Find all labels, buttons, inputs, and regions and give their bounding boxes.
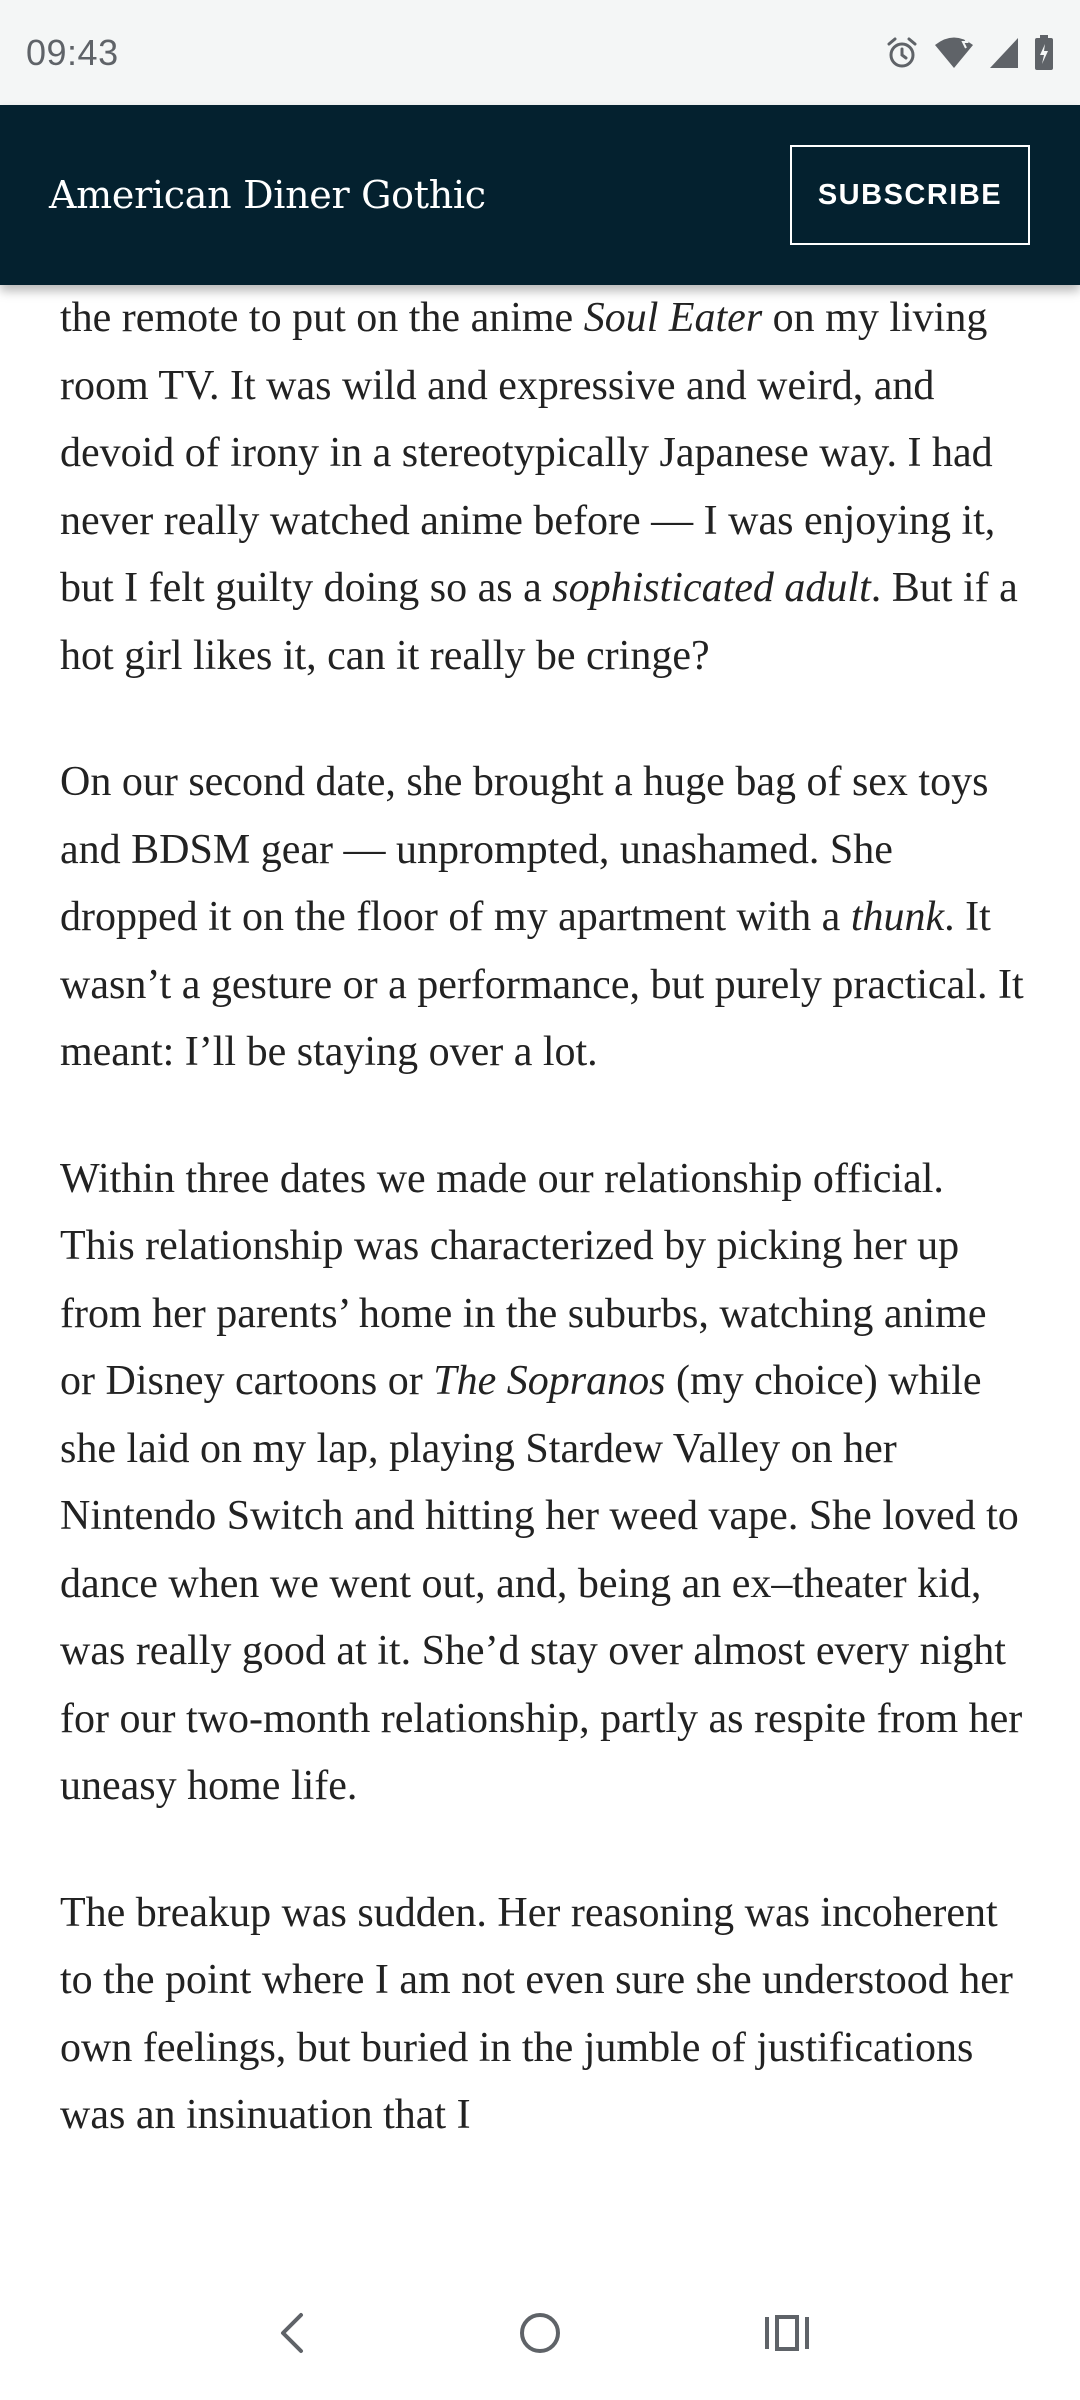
italic-title: Soul Eater [583, 295, 763, 341]
paragraph-text: The breakup was sudden. Her reasoning was incoherent to the point where I am not even sure she understood her own feelings, but buried in the jumble of justifications was an insinuation that I [60, 1889, 1013, 2138]
signal-icon [988, 36, 1020, 70]
recents-button[interactable] [742, 2290, 832, 2380]
article-paragraph [60, 1880, 1024, 2150]
article-paragraph [60, 285, 1024, 690]
site-title[interactable]: American Diner Gothic [49, 173, 486, 217]
paragraph-text: . It wasn’t a gesture or a performance, but purely practical. It meant: I’ll be staying over a lot. [60, 894, 1024, 1075]
paragraph-text: On our second date, she brought a huge bag of sex toys and BDSM gear — unprompted, unashamed. She dropped it on the floor of my apartment with a [60, 759, 989, 940]
alarm-icon [884, 35, 920, 71]
paragraph-text: (my choice) while she laid on my lap, playing Stardew Valley on her Nintendo Switch and hitting her weed vape. She loved to dance when we went out, and, being an ex–theater kid, was really good at it. She’d stay over almost every night for our two-month relationship, partly as respite from her uneasy home life. [60, 1358, 1023, 1809]
navigation-bar [0, 2270, 1080, 2400]
italic-phrase: sophisticated adult [552, 565, 871, 611]
back-icon [273, 2309, 313, 2362]
status-bar [0, 0, 1080, 105]
wifi-icon [934, 36, 974, 70]
article-paragraph [60, 749, 1024, 1087]
app-header [0, 105, 1080, 285]
status-icons [884, 35, 1054, 71]
article-paragraph [60, 1146, 1024, 1821]
paragraph-text: . But if a hot girl likes it, can it really be cringe? [60, 565, 1018, 679]
italic-title: The Sopranos [433, 1358, 666, 1404]
back-button[interactable] [248, 2290, 338, 2380]
paragraph-text: Within three dates we made our relationship official. This relationship was characterized by picking her up from her parents’ home in the suburbs, watching anime or Disney cartoons or [60, 1155, 987, 1404]
battery-icon [1034, 35, 1054, 71]
italic-phrase: thunk [850, 894, 945, 940]
home-icon [517, 2310, 563, 2361]
status-time: 09:43 [26, 31, 119, 73]
home-button[interactable] [495, 2290, 585, 2380]
recents-icon [763, 2313, 811, 2358]
subscribe-button[interactable]: SUBSCRIBE [790, 145, 1030, 245]
paragraph-text: on my living room TV. It was wild and expressive and weird, and devoid of irony in a stereotypically Japanese way. I had never really watched anime before — I was enjoying it, but I felt guilty doing so as a [60, 295, 996, 611]
paragraph-text: the remote to put on the anime [60, 295, 584, 341]
article-body [0, 285, 1080, 2270]
